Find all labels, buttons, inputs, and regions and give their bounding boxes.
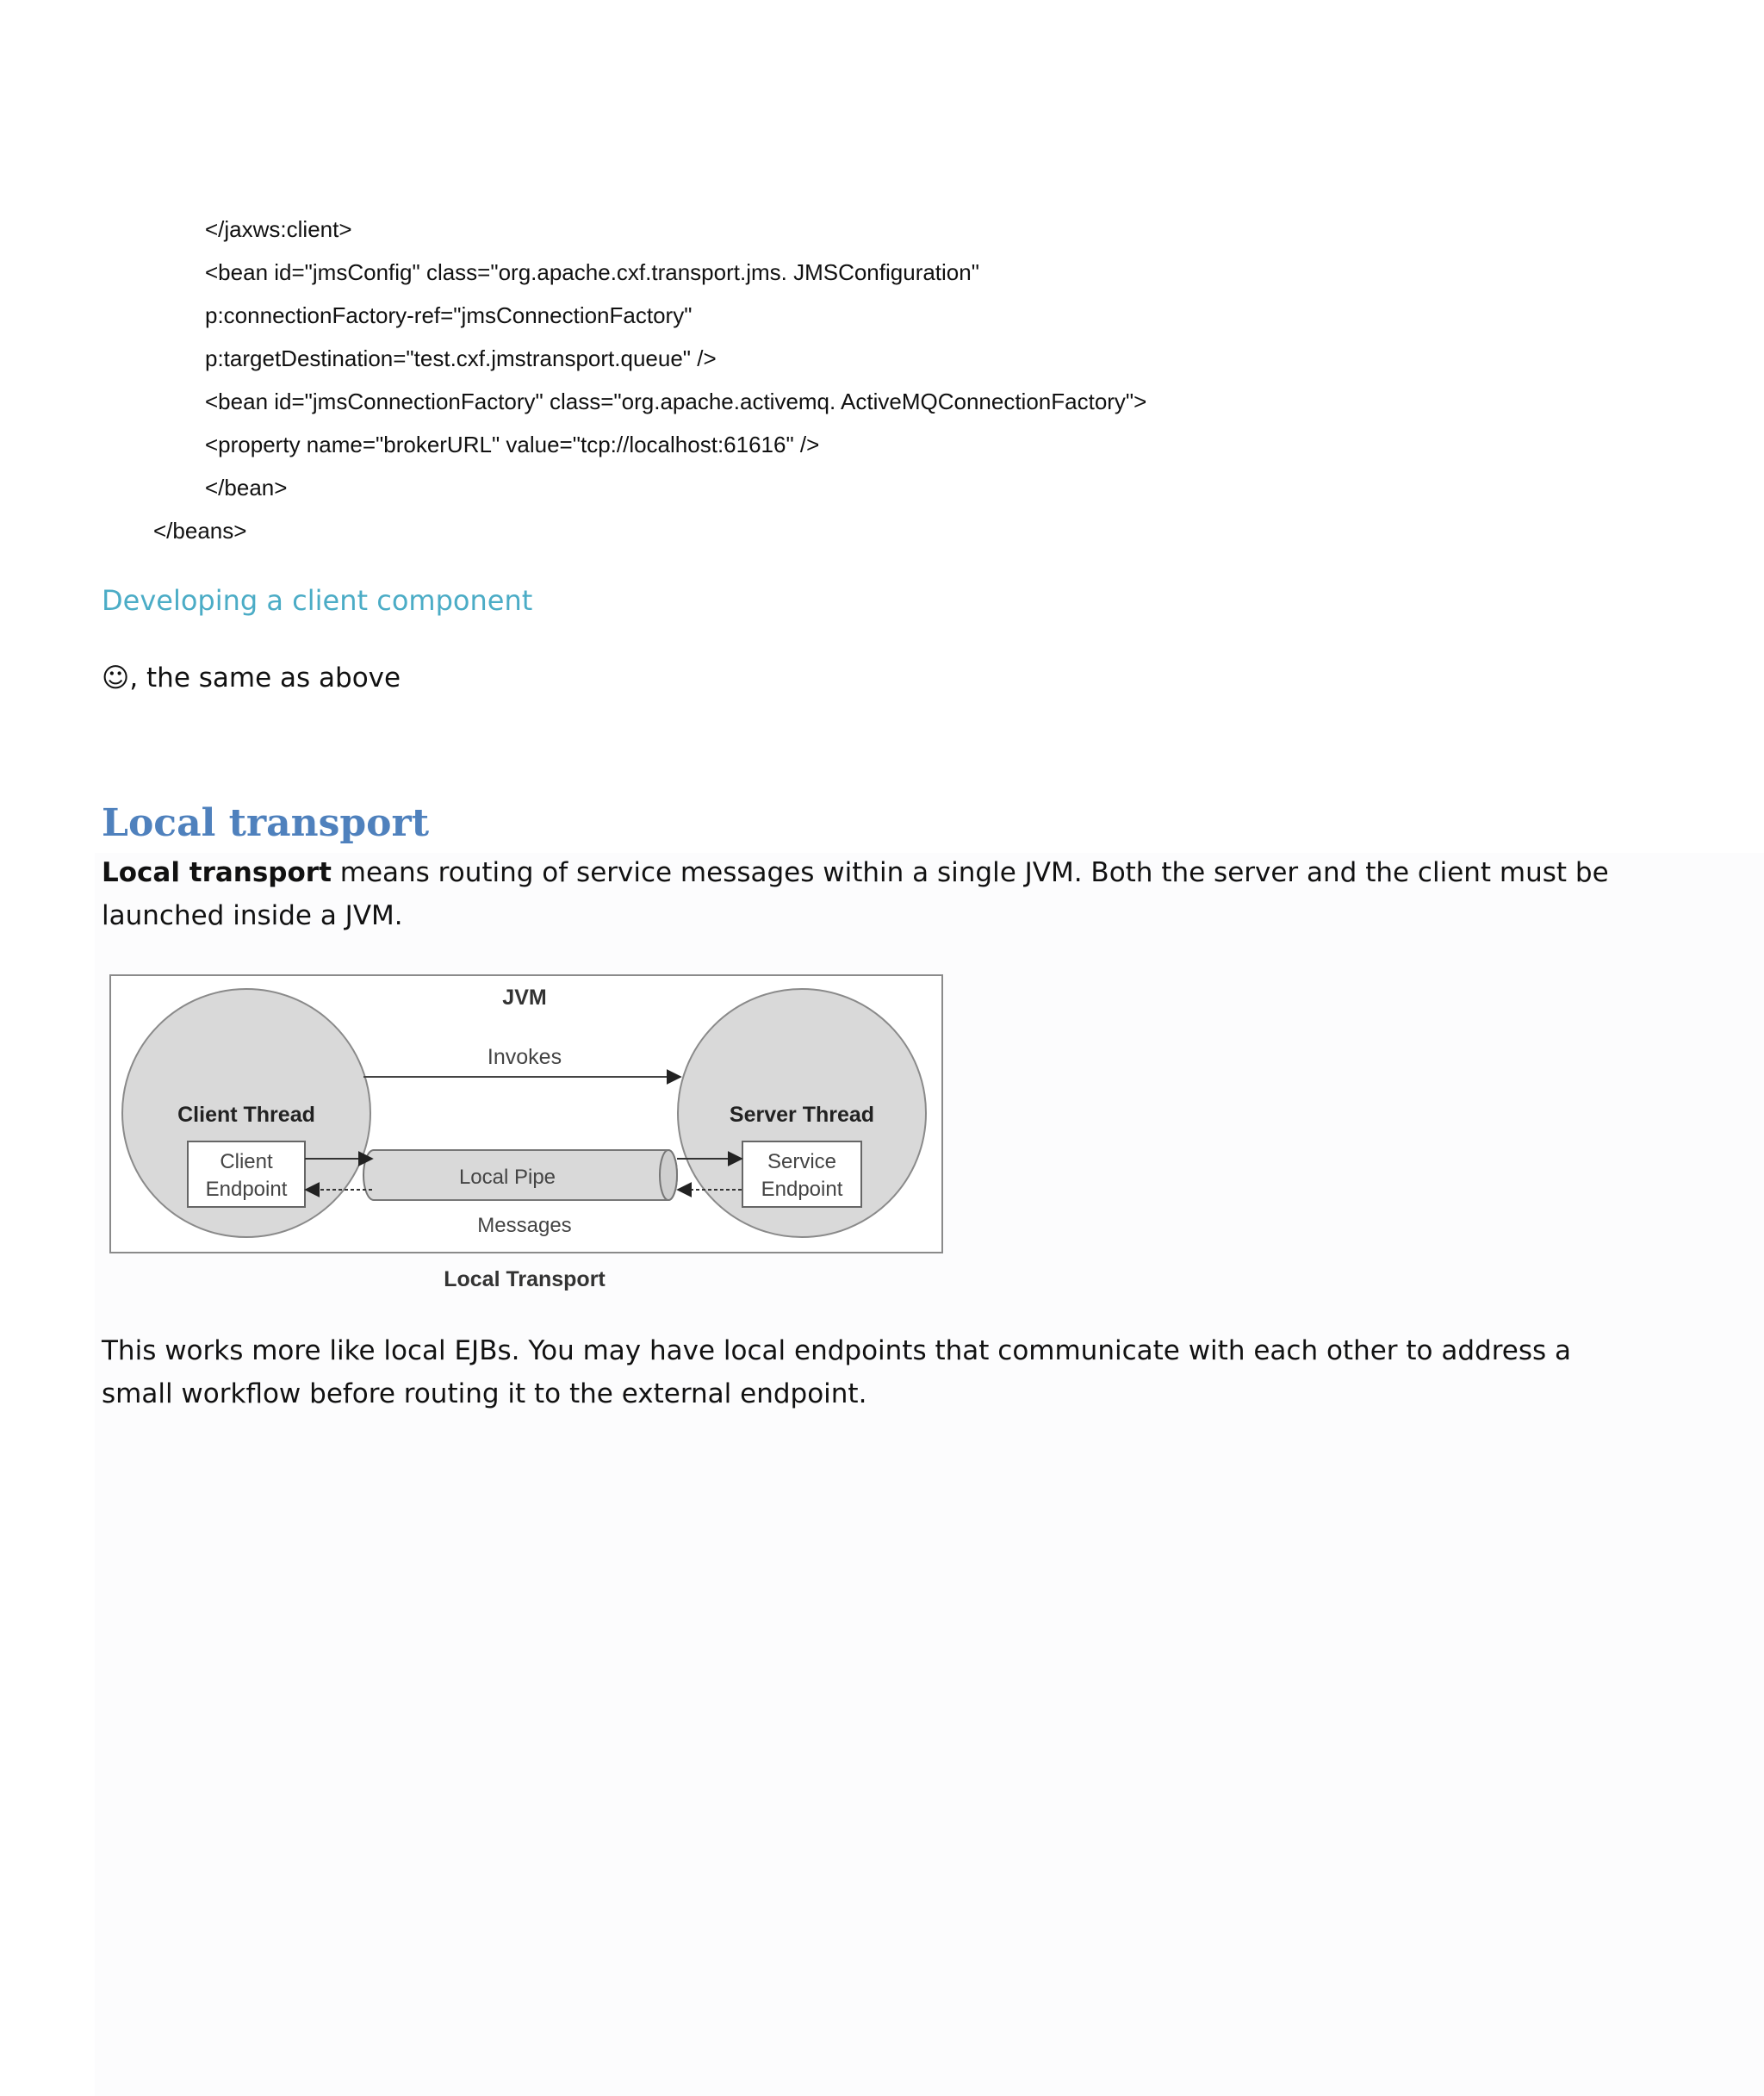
client-thread-label: Client Thread	[177, 1103, 315, 1127]
local-transport-closing: This works more like local EJBs. You may have local endpoints that communicate with each other to address a small workflow before routing it to the external endpoint.	[102, 1335, 1571, 1409]
code-line-3: p:connectionFactory-ref="jmsConnectionFactory"	[205, 302, 693, 328]
local-transport-heading: Local transport	[102, 801, 430, 845]
client-endpoint-line2: Endpoint	[205, 1178, 288, 1201]
code-line-5: <bean id="jmsConnectionFactory" class="org.apache.activemq. ActiveMQConnectionFactory">	[205, 389, 1147, 414]
local-transport-intro	[102, 851, 1618, 937]
code-line-2: <bean id="jmsConfig" class="org.apache.cxf.transport.jms. JMSConfiguration"	[205, 259, 979, 285]
intro-bold-term: Local transport	[102, 857, 332, 888]
service-endpoint-line1: Service	[767, 1150, 837, 1173]
code-line-8: </beans>	[153, 518, 247, 544]
client-component-heading: Developing a client component	[102, 584, 533, 617]
intro-rest-text: means routing of service messages within a single JVM. Both the server and the client must be launched inside a JVM.	[102, 857, 1609, 931]
client-component-text: ☺, the same as above	[102, 662, 401, 693]
code-line-4: p:targetDestination="test.cxf.jmstransport.queue" />	[205, 345, 717, 371]
local-transport-diagram	[105, 965, 949, 1309]
local-pipe-label: Local Pipe	[458, 1166, 556, 1189]
code-line-1: </jaxws:client>	[205, 216, 352, 242]
local-pipe-end	[660, 1150, 677, 1200]
code-line-7: </bean>	[205, 475, 288, 501]
service-endpoint-line2: Endpoint	[761, 1178, 843, 1201]
figure-caption: Local Transport	[444, 1267, 606, 1291]
server-thread-label: Server Thread	[729, 1103, 875, 1127]
client-endpoint-line1: Client	[220, 1150, 273, 1173]
code-line-6: <property name="brokerURL" value="tcp://localhost:61616" />	[205, 432, 820, 457]
invokes-label: Invokes	[487, 1045, 562, 1069]
jvm-label: JVM	[502, 986, 547, 1010]
messages-label: Messages	[477, 1214, 572, 1237]
